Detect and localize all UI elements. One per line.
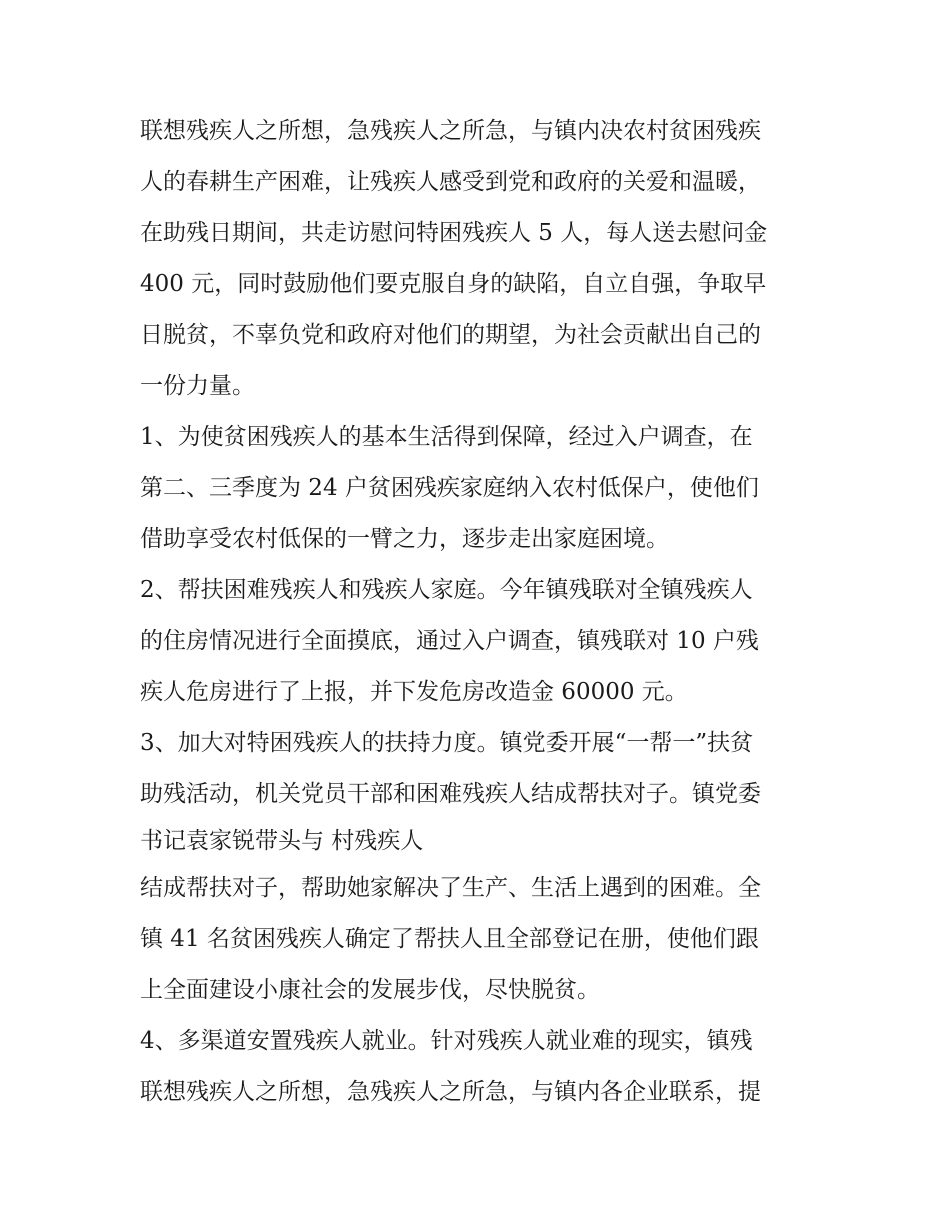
text-line: 镇 41 名贫困残疾人确定了帮扶人且全部登记在册，使他们跟: [140, 926, 759, 952]
text-line: 1、为使贫困残疾人的基本生活得到保障，经过入户调查，在: [140, 424, 753, 450]
text-line: 400 元，同时鼓励他们要克服自身的缺陷，自立自强，争取早: [140, 271, 767, 297]
text-line: 书记袁家锐带头与 村残疾人: [140, 828, 424, 854]
text-line: 4、多渠道安置残疾人就业。针对残疾人就业难的现实，镇残: [140, 1028, 753, 1054]
text-line: 3、加大对特困残疾人的扶持力度。镇党委开展“一帮一”扶贫: [140, 730, 754, 756]
text-line: 疾人危房进行了上报，并下发危房改造金 60000 元。: [140, 679, 688, 705]
text-line: 结成帮扶对子，帮助她家解决了生产、生活上遇到的困难。全: [140, 875, 761, 901]
text-line: 借助享受农村低保的一臂之力，逐步走出家庭困境。: [140, 526, 669, 552]
document-body: [140, 106, 830, 1118]
text-line: 上全面建设小康社会的发展步伐，尽快脱贫。: [140, 977, 600, 1003]
text-line: 第二、三季度为 24 户贫困残疾家庭纳入农村低保户，使他们: [140, 475, 759, 501]
text-line: 联想残疾人之所想，急残疾人之所急，与镇内决农村贫困残疾: [140, 118, 761, 144]
text-line: 的住房情况进行全面摸底，通过入户调查，镇残联对 10 户残: [140, 628, 759, 654]
text-line: 联想残疾人之所想，急残疾人之所急，与镇内各企业联系，提: [140, 1079, 761, 1105]
text-line: 人的春耕生产困难，让残疾人感受到党和政府的关爱和温暖，: [140, 169, 761, 195]
text-line: 一份力量。: [140, 373, 255, 399]
text-line: 日脱贫，不辜负党和政府对他们的期望，为社会贡献出自己的: [140, 322, 761, 348]
text-line: 2、帮扶困难残疾人和残疾人家庭。今年镇残联对全镇残疾人: [140, 577, 753, 603]
text-line: 在助残日期间，共走访慰问特困残疾人 5 人，每人送去慰问金: [140, 220, 768, 246]
text-line: 助残活动，机关党员干部和困难残疾人结成帮扶对子。镇党委: [140, 781, 761, 807]
